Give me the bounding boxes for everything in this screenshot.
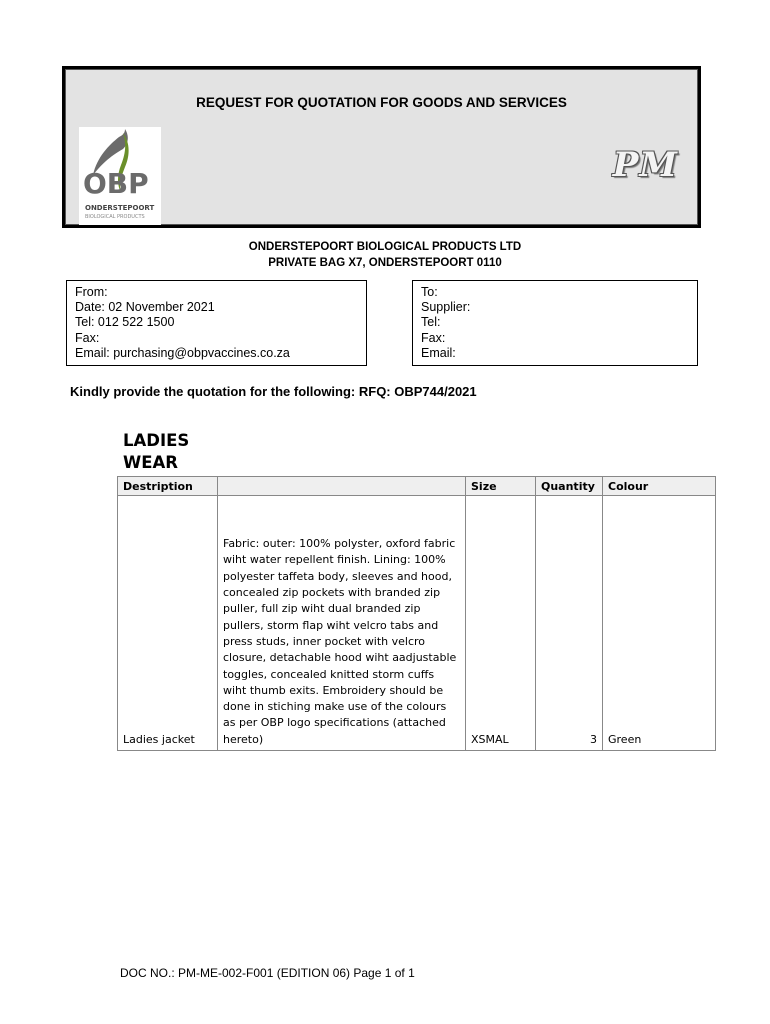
- cell-quantity: 3: [536, 496, 603, 751]
- pm-badge: PM: [612, 145, 678, 185]
- from-label: From:: [75, 285, 108, 299]
- logo-wordmark: OBP: [83, 167, 149, 200]
- request-line: Kindly provide the quotation for the following: RFQ: OBP744/2021: [70, 384, 477, 399]
- from-email: Email: purchasing@obpvaccines.co.za: [75, 345, 290, 360]
- document-title: REQUEST FOR QUOTATION FOR GOODS AND SERVICES: [196, 95, 567, 110]
- header-panel: [62, 66, 701, 228]
- section-title: [123, 430, 189, 474]
- to-box: [412, 280, 698, 366]
- to-email: Email:: [421, 345, 456, 360]
- organization-address: PRIVATE BAG X7, ONDERSTEPOORT 0110: [268, 257, 502, 269]
- logo-subcaption: BIOLOGICAL PRODUCTS: [85, 214, 145, 220]
- from-box: [66, 280, 367, 366]
- items-table: [117, 476, 716, 751]
- to-fax: Fax:: [421, 330, 446, 345]
- cell-item: Ladies jacket: [118, 496, 218, 751]
- from-fax: Fax:: [75, 330, 100, 345]
- table-header-row: [118, 477, 716, 496]
- to-supplier: Supplier:: [421, 300, 471, 315]
- obp-logo: [79, 127, 161, 225]
- header-details: [218, 477, 466, 496]
- cell-size: XSMAL: [466, 496, 536, 751]
- header-description: Destription: [118, 477, 218, 496]
- from-date: Date: 02 November 2021: [75, 300, 215, 315]
- document-footer: DOC NO.: PM-ME-002-F001 (EDITION 06) Page 1 of 1: [120, 966, 415, 980]
- section-title-line2: WEAR: [123, 453, 178, 472]
- table-row: [118, 496, 716, 751]
- header-size: Size: [466, 477, 536, 496]
- logo-caption: ONDERSTEPOORT: [85, 204, 155, 212]
- header-quantity: Quantity: [536, 477, 603, 496]
- from-tel: Tel: 012 522 1500: [75, 315, 175, 330]
- cell-details: Fabric: outer: 100% polyster, oxford fabric wiht water repellent finish. Lining: 100% polyester taffeta body, sleeves and hood, concealed zip pockets with branded zip puller, full zip wiht dual branded zip pullers, storm flap wiht velcro tabs and press studs, inner pocket with velcro closure, detachable hood wiht aadjustable toggles, concealed knitted storm cuffs wiht thumb exits. Embroidery should be done in stiching make use of the colours as per OBP logo specifications (attached hereto): [218, 496, 466, 751]
- to-tel: Tel:: [421, 315, 441, 330]
- organization-name: ONDERSTEPOORT BIOLOGICAL PRODUCTS LTD: [248, 241, 522, 253]
- section-title-line1: LADIES: [123, 431, 190, 450]
- cell-colour: Green: [603, 496, 716, 751]
- to-label: To:: [421, 285, 438, 299]
- header-colour: Colour: [603, 477, 716, 496]
